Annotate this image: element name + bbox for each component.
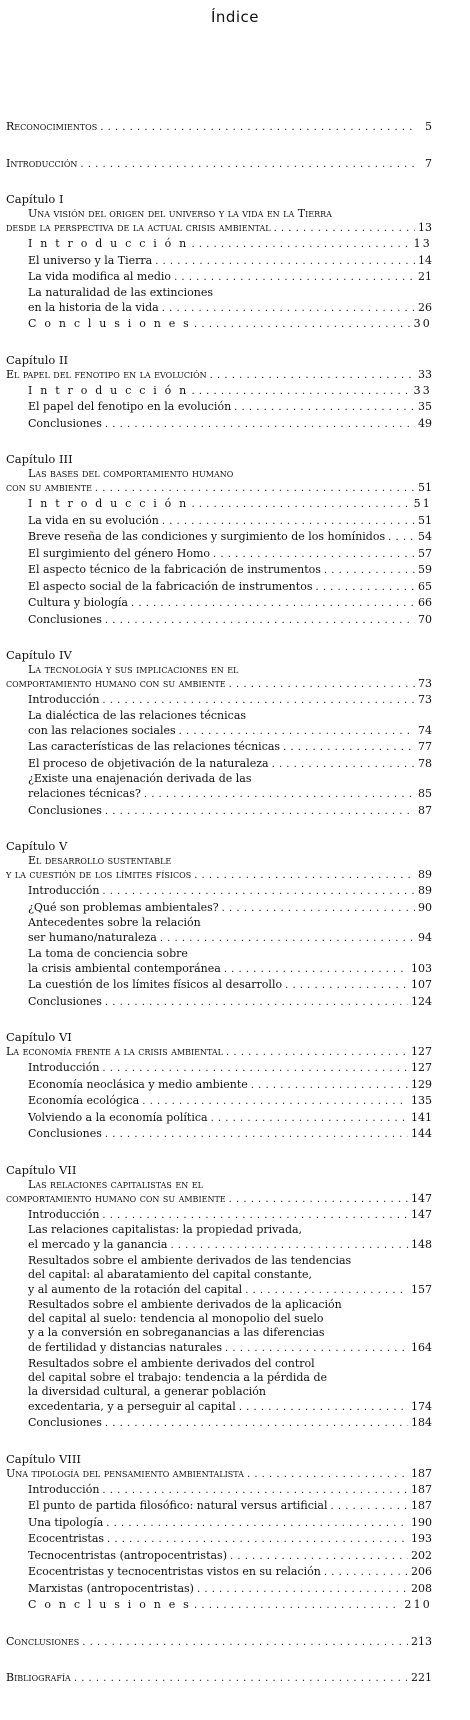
entry-title: La economía frente a la crisis ambiental bbox=[6, 1045, 223, 1058]
entry-title: La cuestión de los límites físicos al desarrollo bbox=[28, 978, 283, 991]
dot-leader bbox=[82, 1634, 408, 1651]
entry-page: 135 bbox=[411, 1094, 432, 1107]
entry-title: El aspecto técnico de la fabricación de instrumentos bbox=[28, 563, 321, 576]
toc-entry-introduccion[interactable] bbox=[6, 156, 432, 173]
dot-leader bbox=[229, 677, 415, 692]
dot-leader bbox=[105, 416, 415, 433]
section-entry[interactable] bbox=[6, 977, 432, 994]
entry-title: El papel del fenotipo en la evolución bbox=[6, 367, 207, 381]
section-entry[interactable] bbox=[6, 1237, 432, 1254]
section-entry[interactable] bbox=[6, 739, 432, 756]
entry-page: 65 bbox=[418, 579, 432, 593]
entry-page: 59 bbox=[418, 563, 432, 576]
entry-page: 206 bbox=[411, 1565, 432, 1578]
dot-leader bbox=[324, 1564, 408, 1581]
dot-leader bbox=[213, 546, 415, 563]
dot-leader bbox=[191, 236, 410, 253]
dot-leader bbox=[142, 1093, 408, 1110]
dot-leader bbox=[160, 930, 415, 947]
entry-page: 33 bbox=[418, 367, 432, 381]
entry-page: 13 bbox=[418, 221, 432, 234]
dot-leader bbox=[234, 399, 415, 416]
section-entry[interactable] bbox=[6, 316, 432, 333]
section-entry[interactable] bbox=[6, 1077, 432, 1094]
section-entry[interactable] bbox=[6, 692, 432, 709]
section-entry[interactable] bbox=[6, 253, 432, 270]
dot-leader bbox=[226, 1045, 408, 1060]
dot-leader bbox=[105, 612, 415, 629]
chapter-block bbox=[6, 192, 432, 333]
entry-page: 85 bbox=[418, 787, 432, 800]
dot-leader bbox=[105, 1415, 408, 1432]
dot-leader bbox=[102, 692, 415, 709]
entry-title: I n t r o d u c c i ó n bbox=[28, 497, 189, 510]
dot-leader bbox=[162, 300, 415, 317]
chapter-title-line: Las bases del comportamiento humano bbox=[28, 467, 234, 480]
entry-page: 164 bbox=[411, 1341, 432, 1354]
section-entry-line: y a la conversión en sobreganancias a las diferencias bbox=[28, 1326, 325, 1339]
entry-title: de fertilidad y distancias naturales bbox=[28, 1341, 222, 1354]
entry-page: 66 bbox=[418, 596, 432, 609]
entry-title: El surgimiento del género Homo bbox=[28, 546, 211, 560]
entry-page: 70 bbox=[418, 612, 432, 626]
entry-title: Ecocentristas bbox=[28, 1532, 105, 1545]
entry-page: 89 bbox=[418, 868, 432, 881]
chapter-title[interactable] bbox=[6, 1045, 432, 1060]
section-entry[interactable] bbox=[6, 930, 432, 947]
entry-page: 184 bbox=[411, 1416, 432, 1429]
chapter-title[interactable] bbox=[6, 868, 432, 883]
section-entry[interactable] bbox=[6, 1564, 432, 1581]
entry-title: con su ambiente bbox=[6, 481, 92, 494]
entry-title: Conclusiones bbox=[6, 1634, 80, 1648]
chapter-label: Capítulo IV bbox=[6, 648, 72, 662]
section-entry[interactable] bbox=[6, 399, 432, 416]
entry-page: 190 bbox=[411, 1515, 432, 1529]
entry-title: Introducción bbox=[28, 1061, 100, 1074]
section-entry[interactable] bbox=[6, 1093, 432, 1110]
section-entry-line: la diversidad cultural, a generar población bbox=[28, 1384, 266, 1398]
entry-title: desde la perspectiva de la actual crisis ambiental bbox=[6, 221, 271, 234]
toc-entry-bibliografia[interactable] bbox=[6, 1670, 432, 1687]
section-entry[interactable] bbox=[6, 236, 432, 253]
entry-title: Conclusiones bbox=[28, 994, 102, 1008]
entry-title: El aspecto social de la fabricación de instrumentos bbox=[28, 579, 313, 593]
section-entry[interactable] bbox=[6, 1597, 432, 1614]
section-entry[interactable] bbox=[6, 1498, 432, 1515]
entry-title: La vida en su evolución bbox=[28, 513, 159, 527]
dot-leader bbox=[225, 1340, 408, 1357]
entry-page: 77 bbox=[418, 740, 432, 753]
section-entry[interactable] bbox=[6, 994, 432, 1011]
chapter-label: Capítulo VIII bbox=[6, 1451, 81, 1466]
entry-page: 187 bbox=[411, 1466, 432, 1480]
dot-leader bbox=[174, 269, 415, 286]
chapter-label: Capítulo II bbox=[6, 352, 69, 367]
dot-leader bbox=[102, 1060, 408, 1077]
section-entry[interactable] bbox=[6, 1548, 432, 1565]
entry-title: I n t r o d u c c i ó n bbox=[28, 237, 189, 250]
entry-page: 127 bbox=[411, 1061, 432, 1074]
dot-leader bbox=[315, 579, 415, 596]
chapter-title[interactable] bbox=[6, 481, 432, 496]
entry-title: y la cuestión de los límites físicos bbox=[6, 868, 192, 881]
section-entry[interactable] bbox=[6, 723, 432, 740]
entry-page: 73 bbox=[418, 693, 432, 706]
entry-title: comportamiento humano con su ambiente bbox=[6, 677, 226, 690]
entry-page: 148 bbox=[411, 1238, 432, 1251]
chapter-block bbox=[6, 1163, 432, 1432]
chapter-label: Capítulo III bbox=[6, 452, 73, 466]
section-entry[interactable] bbox=[6, 496, 432, 513]
dot-leader bbox=[179, 723, 415, 740]
dot-leader bbox=[131, 595, 415, 612]
dot-leader bbox=[74, 1670, 408, 1687]
section-entry-line: del capital sobre el trabajo: tendencia a la pérdida de bbox=[28, 1370, 328, 1384]
entry-title: ¿Qué son problemas ambientales? bbox=[28, 900, 219, 914]
entry-page: 174 bbox=[411, 1399, 432, 1413]
section-entry[interactable] bbox=[6, 562, 432, 579]
entry-page: 89 bbox=[418, 884, 432, 897]
section-entry[interactable] bbox=[6, 883, 432, 900]
entry-title: Tecnocentristas (antropocentristas) bbox=[28, 1548, 227, 1562]
dot-leader bbox=[210, 368, 415, 383]
entry-page: 147 bbox=[411, 1207, 432, 1221]
entry-title: Introducción bbox=[28, 693, 100, 706]
entry-page: 221 bbox=[411, 1671, 432, 1684]
dot-leader bbox=[197, 1581, 408, 1598]
dot-leader bbox=[272, 756, 415, 773]
entry-page: 78 bbox=[418, 756, 432, 770]
entry-title: C o n c l u s i o n e s bbox=[28, 1598, 191, 1611]
dot-leader bbox=[191, 496, 410, 513]
entry-title: El papel del fenotipo en la evolución bbox=[28, 400, 232, 413]
section-entry[interactable] bbox=[6, 1482, 432, 1499]
entry-title: El universo y la Tierra bbox=[28, 253, 153, 267]
entry-title: Marxistas (antropocentristas) bbox=[28, 1581, 194, 1595]
entry-page: 51 bbox=[413, 497, 432, 510]
entry-page: 124 bbox=[411, 994, 432, 1008]
entry-page: 51 bbox=[418, 513, 432, 527]
entry-page: 30 bbox=[413, 317, 432, 330]
entry-page: 54 bbox=[418, 530, 432, 543]
entry-title: Volviendo a la economía política bbox=[28, 1110, 208, 1124]
section-entry[interactable] bbox=[6, 383, 432, 400]
dot-leader bbox=[247, 1467, 408, 1482]
section-entry-line: Resultados sobre el ambiente derivados de las tendencias bbox=[28, 1253, 352, 1267]
dot-leader bbox=[80, 156, 415, 173]
section-entry-line: La dialéctica de las relaciones técnicas bbox=[28, 708, 247, 722]
section-entry[interactable] bbox=[6, 1340, 432, 1357]
dot-leader bbox=[144, 786, 415, 803]
dot-leader bbox=[102, 1482, 408, 1499]
section-entry-line: ¿Existe una enajenación derivada de las bbox=[28, 772, 252, 785]
dot-leader bbox=[102, 883, 415, 900]
section-entry[interactable] bbox=[6, 612, 432, 629]
dot-leader bbox=[194, 316, 411, 333]
entry-title: ser humano/naturaleza bbox=[28, 931, 157, 944]
chapter-title[interactable] bbox=[6, 1192, 432, 1207]
section-entry[interactable] bbox=[6, 1399, 432, 1416]
entry-title: Conclusiones bbox=[28, 416, 102, 430]
entry-title: con las relaciones sociales bbox=[28, 723, 176, 737]
dot-leader bbox=[283, 739, 415, 756]
dot-leader bbox=[388, 529, 415, 546]
entry-page: 14 bbox=[418, 253, 432, 267]
dot-leader bbox=[155, 253, 415, 270]
section-entry-line: Antecedentes sobre la relación bbox=[28, 916, 201, 929]
entry-title: Introducción bbox=[28, 884, 100, 897]
entry-page: 103 bbox=[411, 961, 432, 975]
entry-title: Una tipología del pensamiento ambientalista bbox=[6, 1466, 244, 1480]
section-entry[interactable] bbox=[6, 1126, 432, 1143]
chapter-block bbox=[6, 1030, 432, 1143]
entry-page: 187 bbox=[411, 1499, 432, 1512]
entry-title: Breve reseña de las condiciones y surgimiento de los homínidos bbox=[28, 530, 386, 543]
section-entry-line: del capital al suelo: tendencia al monopolio del suelo bbox=[28, 1312, 324, 1325]
dot-leader bbox=[194, 1597, 401, 1614]
dot-leader bbox=[102, 1207, 408, 1224]
entry-title: Introducción bbox=[6, 156, 78, 170]
entry-title: El punto de partida filosófico: natural versus artificial bbox=[28, 1499, 328, 1512]
chapter-label: Capítulo V bbox=[6, 839, 68, 853]
section-entry[interactable] bbox=[6, 1415, 432, 1432]
entry-title: Economía ecológica bbox=[28, 1094, 140, 1107]
dot-leader bbox=[274, 221, 415, 236]
entry-page: 51 bbox=[418, 481, 432, 494]
entry-page: 57 bbox=[418, 546, 432, 560]
section-entry[interactable] bbox=[6, 595, 432, 612]
section-entry[interactable] bbox=[6, 961, 432, 978]
dot-leader bbox=[222, 900, 415, 917]
dot-leader bbox=[224, 961, 408, 978]
dot-leader bbox=[191, 383, 410, 400]
entry-title: I n t r o d u c c i ó n bbox=[28, 383, 189, 397]
section-entry[interactable] bbox=[6, 1531, 432, 1548]
chapter-title[interactable] bbox=[6, 1467, 432, 1482]
section-entry-line: Las relaciones capitalistas: la propiedad privada, bbox=[28, 1223, 303, 1236]
section-entry[interactable] bbox=[6, 416, 432, 433]
entry-page: 141 bbox=[411, 1110, 432, 1124]
dot-leader bbox=[106, 1515, 408, 1532]
toc-entry-conclusiones[interactable] bbox=[6, 1634, 432, 1651]
entry-page: 202 bbox=[411, 1548, 432, 1562]
entry-page: 213 bbox=[411, 1634, 432, 1648]
dot-leader bbox=[170, 1237, 408, 1254]
chapter-title-line: Una visión del origen del universo y la vida en la Tierra bbox=[28, 207, 332, 220]
chapter-title-line: La tecnología y sus implicaciones en el bbox=[28, 663, 239, 676]
entry-page: 74 bbox=[418, 723, 432, 737]
entry-page: 26 bbox=[418, 300, 432, 314]
section-entry[interactable] bbox=[6, 1282, 432, 1299]
entry-page: 35 bbox=[418, 400, 432, 413]
entry-page: 94 bbox=[418, 931, 432, 944]
entry-title: en la historia de la vida bbox=[28, 300, 159, 314]
section-entry[interactable] bbox=[6, 756, 432, 773]
chapter-label: Capítulo VII bbox=[6, 1162, 77, 1177]
page-title: Índice bbox=[210, 8, 260, 26]
section-entry[interactable] bbox=[6, 900, 432, 917]
toc-entry-reconocimientos[interactable] bbox=[6, 119, 432, 136]
chapter-block bbox=[6, 839, 432, 1010]
entry-title: La vida modifica al medio bbox=[28, 270, 172, 283]
entry-title: comportamiento humano con su ambiente bbox=[6, 1191, 226, 1205]
entry-title: Ecocentristas y tecnocentristas vistos en su relación bbox=[28, 1565, 321, 1578]
dot-leader bbox=[105, 803, 415, 820]
dot-leader bbox=[105, 1126, 408, 1143]
entry-title: Conclusiones bbox=[28, 612, 102, 626]
chapter-block bbox=[6, 1452, 432, 1614]
entry-page: 210 bbox=[404, 1598, 432, 1611]
chapter-block bbox=[6, 648, 432, 819]
dot-leader bbox=[245, 1282, 408, 1299]
entry-title: Reconocimientos bbox=[6, 120, 98, 133]
entry-page: 157 bbox=[411, 1282, 432, 1296]
chapter-title-line: Las relaciones capitalistas en el bbox=[28, 1177, 203, 1191]
entry-title: Una tipología bbox=[28, 1515, 104, 1529]
chapter-block bbox=[6, 452, 432, 628]
entry-title: Cultura y biología bbox=[28, 596, 128, 609]
entry-page: 193 bbox=[411, 1532, 432, 1545]
dot-leader bbox=[162, 513, 415, 530]
section-entry[interactable] bbox=[6, 579, 432, 596]
entry-title: la crisis ambiental contemporánea bbox=[28, 961, 221, 975]
section-entry-line: Resultados sobre el ambiente derivados del control bbox=[28, 1356, 315, 1370]
entry-title: Conclusiones bbox=[28, 1127, 102, 1140]
entry-title: Introducción bbox=[28, 1482, 100, 1496]
entry-page: 127 bbox=[411, 1045, 432, 1058]
dot-leader bbox=[251, 1077, 408, 1094]
dot-leader bbox=[239, 1399, 408, 1416]
chapter-title[interactable] bbox=[6, 368, 432, 383]
dot-leader bbox=[230, 1548, 408, 1565]
chapter-title[interactable] bbox=[6, 677, 432, 692]
dot-leader bbox=[100, 119, 415, 136]
section-entry[interactable] bbox=[6, 300, 432, 317]
entry-page: 90 bbox=[418, 900, 432, 914]
entry-page: 187 bbox=[411, 1482, 432, 1496]
section-entry[interactable] bbox=[6, 786, 432, 803]
entry-title: El proceso de objetivación de la naturaleza bbox=[28, 756, 269, 770]
entry-page: 87 bbox=[418, 803, 432, 817]
dot-leader bbox=[105, 994, 408, 1011]
section-entry-line: Resultados sobre el ambiente derivados de la aplicación bbox=[28, 1298, 342, 1311]
entry-title: y al aumento de la rotación del capital bbox=[28, 1282, 243, 1296]
chapter-label: Capítulo VI bbox=[6, 1030, 72, 1044]
dot-leader bbox=[324, 562, 415, 579]
dot-leader bbox=[229, 1192, 408, 1207]
dot-leader bbox=[285, 977, 408, 994]
section-entry[interactable] bbox=[6, 1515, 432, 1532]
section-entry[interactable] bbox=[6, 1060, 432, 1077]
entry-title: Bibliografía bbox=[6, 1671, 71, 1684]
entry-page: 5 bbox=[425, 120, 432, 133]
section-entry[interactable] bbox=[6, 529, 432, 546]
entry-page: 21 bbox=[418, 270, 432, 283]
chapter-block bbox=[6, 353, 432, 433]
entry-title: excedentaria, y a perseguir al capital bbox=[28, 1399, 236, 1413]
dot-leader bbox=[211, 1110, 408, 1127]
section-entry[interactable] bbox=[6, 513, 432, 530]
entry-title: Introducción bbox=[28, 1207, 100, 1221]
dot-leader bbox=[194, 868, 415, 883]
entry-page: 7 bbox=[425, 156, 432, 170]
entry-page: 13 bbox=[413, 237, 432, 250]
section-entry[interactable] bbox=[6, 1581, 432, 1598]
entry-title: Conclusiones bbox=[28, 803, 102, 817]
entry-page: 147 bbox=[411, 1191, 432, 1205]
table-of-contents bbox=[6, 119, 432, 1687]
entry-page: 73 bbox=[418, 677, 432, 690]
chapter-title[interactable] bbox=[6, 221, 432, 236]
section-entry[interactable] bbox=[6, 803, 432, 820]
entry-page: 129 bbox=[411, 1077, 432, 1091]
entry-title: Las características de las relaciones técnicas bbox=[28, 740, 281, 753]
section-entry-line: La naturalidad de las extinciones bbox=[28, 285, 214, 299]
section-entry[interactable] bbox=[6, 1207, 432, 1224]
dot-leader bbox=[330, 1498, 408, 1515]
section-entry-line: del capital: al abaratamiento del capital constante, bbox=[28, 1267, 312, 1281]
entry-page: 208 bbox=[411, 1581, 432, 1595]
entry-title: C o n c l u s i o n e s bbox=[28, 317, 191, 330]
entry-page: 144 bbox=[411, 1127, 432, 1140]
chapter-list bbox=[6, 192, 432, 1614]
entry-title: Economía neoclásica y medio ambiente bbox=[28, 1077, 248, 1091]
section-entry-line: La toma de conciencia sobre bbox=[28, 946, 188, 960]
entry-title: relaciones técnicas? bbox=[28, 787, 141, 800]
entry-page: 33 bbox=[413, 383, 432, 397]
dot-leader bbox=[95, 481, 415, 496]
entry-title: el mercado y la ganancia bbox=[28, 1238, 168, 1251]
section-entry[interactable] bbox=[6, 269, 432, 286]
section-entry[interactable] bbox=[6, 1110, 432, 1127]
dot-leader bbox=[107, 1531, 408, 1548]
entry-page: 107 bbox=[411, 978, 432, 991]
entry-page: 49 bbox=[418, 416, 432, 430]
section-entry[interactable] bbox=[6, 546, 432, 563]
chapter-title-line: El desarrollo sustentable bbox=[28, 854, 172, 867]
entry-title: Conclusiones bbox=[28, 1416, 102, 1429]
chapter-label: Capítulo I bbox=[6, 192, 64, 206]
